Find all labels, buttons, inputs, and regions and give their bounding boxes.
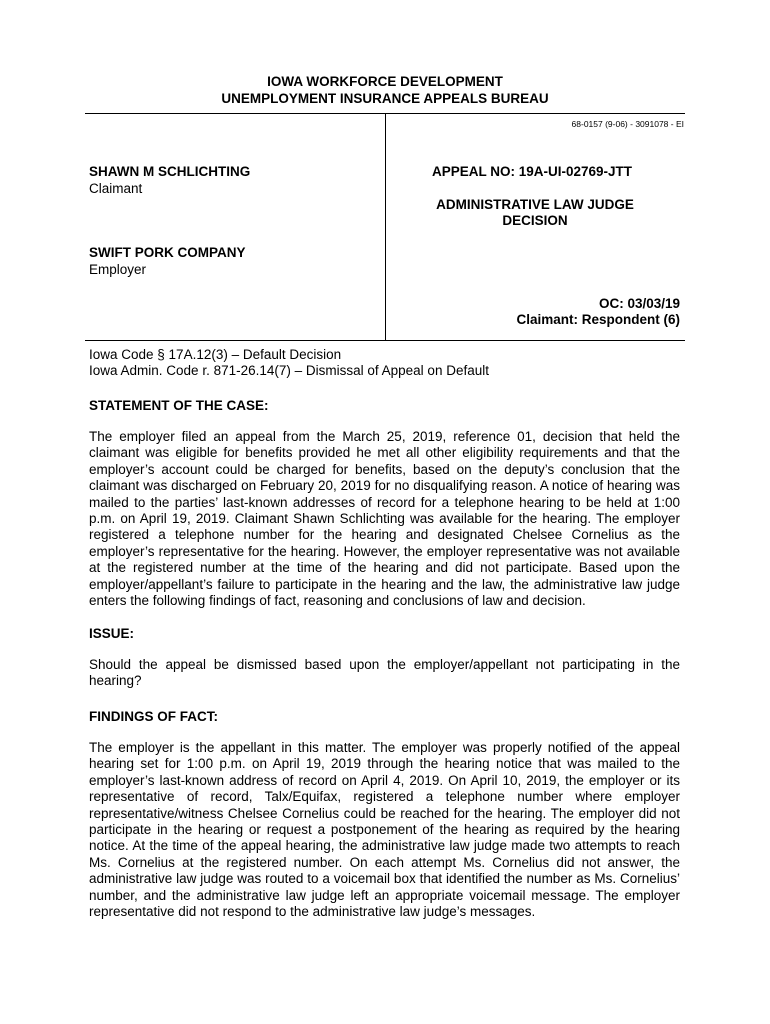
- original-claim-date: OC: 03/03/19: [598, 296, 680, 311]
- citation-line1: Iowa Code § 17A.12(3) – Default Decision: [89, 347, 342, 362]
- employer-role: Employer: [89, 262, 147, 277]
- agency-title: IOWA WORKFORCE DEVELOPMENT: [267, 74, 503, 89]
- form-number: 68-0157 (9-06) - 3091078 - EI: [571, 119, 684, 129]
- decision-title-line1: ADMINISTRATIVE LAW JUDGE: [436, 197, 634, 212]
- issue-heading: ISSUE:: [89, 626, 135, 641]
- issue-text: Should the appeal be dismissed based upon the employer/appellant not participating in the hearing?: [89, 657, 680, 689]
- caption-divider: [385, 113, 386, 340]
- employer-name: SWIFT PORK COMPANY: [89, 245, 246, 260]
- citation-line2: Iowa Admin. Code r. 871-26.14(7) – Dismissal of Appeal on Default: [89, 363, 489, 378]
- claimant-role: Claimant: [89, 181, 143, 196]
- findings-text: The employer is the appellant in this matter. The employer was properly notified of the appeal hearing set for 1:00 p.m. on April 19, 2019 through the hearing notice that was mailed to the employer’s last-known address of record on April 4, 2019. On April 10, 2019, the employer or its representative of record, Talx/Equifax, registered a telephone number where employer representative/witness Chelsee Cornelius could be reached for the hearing. The employer did not participate in the hearing or request a postponement of the hearing as required by the hearing notice. At the time of the appeal hearing, the administrative law judge made two attempts to reach Ms. Cornelius at the registered number. On each attempt Ms. Cornelius did not answer, the administrative law judge was routed to a voicemail box that identified the number as Ms. Cornelius’ number, and the administrative law judge left an appropriate voicemail message. The employer representative did not respond to the administrative law judge’s messages.: [89, 740, 680, 920]
- findings-heading: FINDINGS OF FACT:: [89, 709, 218, 724]
- decision-title-line2: DECISION: [502, 213, 568, 228]
- caption-bottom-rule: [85, 340, 685, 341]
- statement-text: The employer filed an appeal from the March 25, 2019, reference 01, decision that held the claimant was eligible for benefits provided he met all other eligibility requirements and that the employer’s account could be charged for benefits, based on the deputy’s conclusion that the claimant was discharged on February 20, 2019 for no disqualifying reason. A notice of hearing was mailed to the parties’ last-known addresses of record for a telephone hearing to be held at 1:00 p.m. on April 19, 2019. Claimant Shawn Schlichting was available for the hearing. The employer registered a telephone number for the hearing and designated Chelsee Cornelius as the employer’s representative for the hearing. However, the employer representative was not available at the registered number at the time of the hearing and did not participate. Based upon the employer/appellant’s failure to participate in the hearing and the law, the administrative law judge enters the following findings of fact, reasoning and conclusions of law and decision.: [89, 429, 680, 609]
- appeal-number: APPEAL NO: 19A-UI-02769-JTT: [432, 164, 633, 179]
- bureau-title: UNEMPLOYMENT INSURANCE APPEALS BUREAU: [221, 91, 549, 106]
- claimant-name: SHAWN M SCHLICHTING: [89, 164, 251, 179]
- claimant-status: Claimant: Respondent (6): [516, 312, 680, 327]
- statement-heading: STATEMENT OF THE CASE:: [89, 398, 269, 413]
